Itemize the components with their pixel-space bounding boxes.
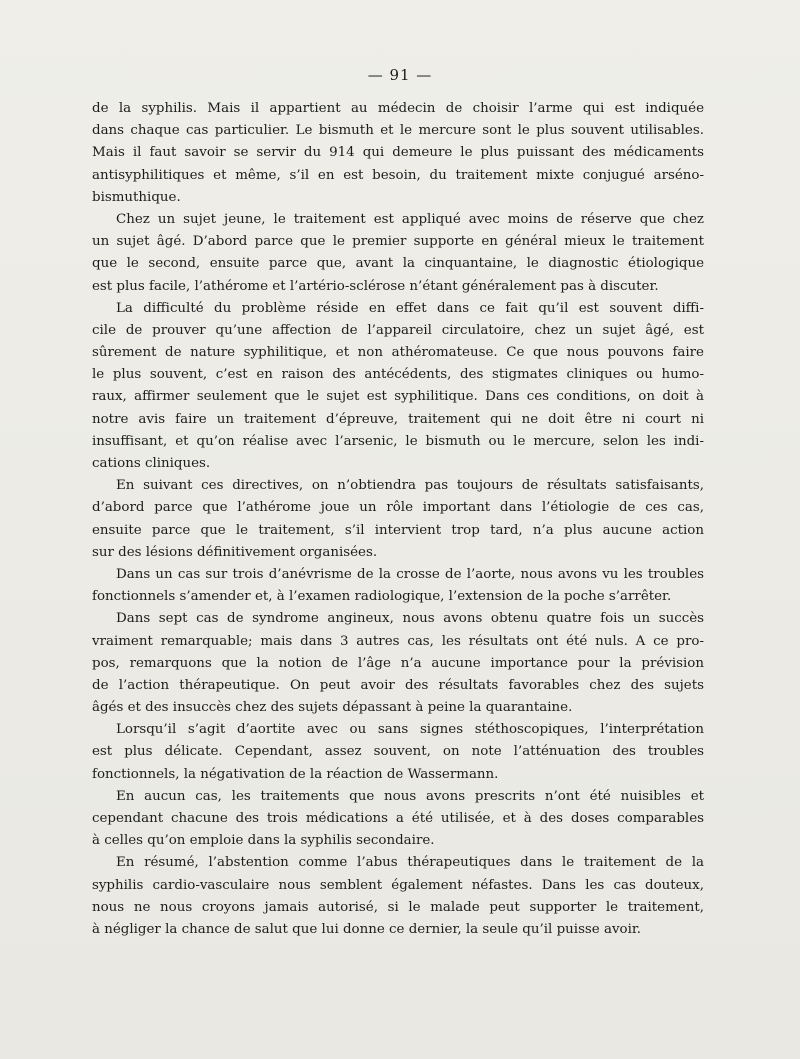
text-line: cile de prouver qu’une affection de l’appareil circulatoire, chez un sujet âgé, est [92, 322, 704, 338]
text-line: de l’action thérapeutique. On peut avoir des résultats favorables chez des sujets [92, 677, 704, 693]
text-line: est plus facile, l’athérome et l’artério-sclérose n’étant généralement pas à discuter. [92, 278, 659, 294]
paragraph [92, 298, 704, 476]
text-line: insuffisant, et qu’on réalise avec l’arsenic, le bismuth ou le mercure, selon les indi- [92, 433, 704, 449]
text-line: âgés et des insuccès chez des sujets dépassant à peine la quarantaine. [92, 700, 573, 716]
text-line: cependant chacune des trois médications a été utilisée, et à des doses comparables [92, 811, 704, 826]
text-line: sûrement de nature syphilitique, et non athéromateuse. Ce que nous pouvons faire [92, 345, 704, 361]
paragraph [92, 98, 704, 209]
text-line: ensuite parce que le traitement, s’il intervient trop tard, n’a plus aucune action [92, 522, 704, 538]
text-line: Dans un cas sur trois d’anévrisme de la crosse de l’aorte, nous avons vu les troubles [116, 566, 704, 582]
text-line: En résumé, l’abstention comme l’abus thérapeutiques dans le traitement de la [116, 855, 704, 871]
text-line: sur des lésions définitivement organisées. [92, 544, 378, 560]
text-line: pos, remarquons que la notion de l’âge n’a aucune importance pour la prévision [92, 655, 704, 671]
text-line: syphilis cardio-vasculaire nous semblent également néfastes. Dans les cas douteux, [92, 877, 704, 893]
text-line: Dans sept cas de syndrome angineux, nous avons obtenu quatre fois un succès [116, 611, 704, 627]
text-line: En aucun cas, les traitements que nous avons prescrits n’ont été nuisibles et [116, 788, 704, 804]
text-line: En suivant ces directives, on n’obtiendra pas toujours de résultats satisfaisants, [116, 478, 704, 494]
paragraph [92, 475, 704, 564]
text-line: un sujet âgé. D’abord parce que le premier supporte en général mieux le traitement [92, 234, 704, 250]
paragraph [92, 608, 704, 719]
text-line: d’abord parce que l’athérome joue un rôle important dans l’étiologie de ces cas, [92, 500, 704, 516]
text-line: nous ne nous croyons jamais autorisé, si le malade peut supporter le traitement, [92, 899, 704, 915]
body-text [92, 98, 704, 941]
text-line: de la syphilis. Mais il appartient au médecin de choisir l’arme qui est indiquée [92, 101, 704, 116]
text-line: fonctionnels s’amender et, à l’examen radiologique, l’extension de la poche s’arrêter. [92, 589, 672, 605]
text-line: notre avis faire un traitement d’épreuve, traitement qui ne doit être ni court ni [92, 411, 704, 427]
text-line: vraiment remarquable; mais dans 3 autres cas, les résultats ont été nuls. A ce pro- [92, 633, 704, 649]
paragraph [92, 564, 704, 608]
paragraph [92, 852, 704, 941]
text-line: bismuthique. [92, 189, 181, 205]
text-line: à négliger la chance de salut que lui donne ce dernier, la seule qu’il puisse avoir. [92, 921, 642, 937]
page-number: — 91 — [367, 66, 433, 84]
text-line: La difficulté du problème réside en effet dans ce fait qu’il est souvent diffi- [116, 300, 704, 316]
text-line: dans chaque cas particulier. Le bismuth et le mercure sont le plus souvent utilisables. [92, 123, 704, 139]
text-line: Mais il faut savoir se servir du 914 qui demeure le plus puissant des médicaments [92, 145, 704, 161]
paragraph [92, 209, 704, 298]
text-line: à celles qu’on emploie dans la syphilis secondaire. [92, 833, 435, 849]
text-line: cations cliniques. [92, 456, 211, 471]
text-line: Chez un sujet jeune, le traitement est appliqué avec moins de réserve que chez [116, 211, 704, 227]
paragraph [92, 719, 704, 786]
text-line: est plus délicate. Cependant, assez souvent, on note l’atténuation des troubles [92, 744, 704, 760]
text-line: le plus souvent, c’est en raison des antécédents, des stigmates cliniques ou humo- [92, 367, 704, 383]
text-line: antisyphilitiques et même, s’il en est besoin, du traitement mixte conjugué arséno- [92, 167, 704, 183]
paragraph [92, 786, 704, 853]
text-line: raux, affirmer seulement que le sujet est syphilitique. Dans ces conditions, on doit à [92, 389, 704, 405]
text-line: que le second, ensuite parce que, avant la cinquantaine, le diagnostic étiologique [92, 256, 704, 272]
text-line: Lorsqu’il s’agit d’aortite avec ou sans signes stéthoscopiques, l’interprétation [116, 722, 704, 738]
text-line: fonctionnels, la négativation de la réaction de Wassermann. [92, 766, 499, 782]
